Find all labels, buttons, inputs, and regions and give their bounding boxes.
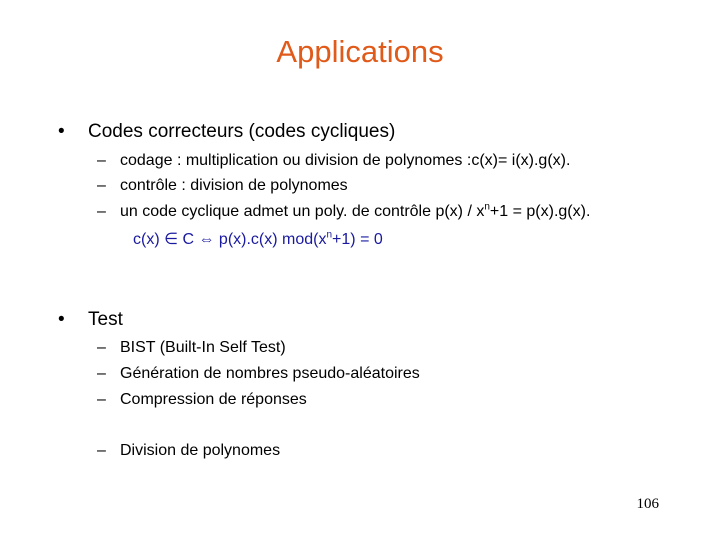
sub-item-division — [97, 442, 280, 460]
dash-marker: – — [97, 365, 106, 382]
sub-item-text: Division de polynomes — [120, 442, 281, 459]
sub-item-controle — [97, 177, 348, 195]
bullet-marker: • — [58, 309, 65, 330]
page-number: 106 — [636, 496, 659, 512]
sub-item-text: Compression de réponses — [120, 391, 307, 408]
dash-marker: – — [97, 442, 106, 459]
sub-item-codage — [97, 152, 570, 170]
sub-item-bist — [97, 339, 286, 357]
bullet-marker: • — [58, 121, 65, 142]
bullet-label: Codes correcteurs (codes cycliques) — [88, 121, 396, 142]
sub-item-text: contrôle : division de polynomes — [120, 177, 348, 194]
bullet-label: Test — [88, 309, 123, 330]
sub-item-text-before: un code cyclique admet un poly. de contrôle p(x) / x — [120, 203, 485, 220]
dash-marker: – — [97, 339, 106, 356]
sub-item-text: Génération de nombres pseudo-aléatoires — [120, 365, 420, 382]
sub-item-code-cyclique — [97, 203, 590, 221]
formula-after: +1) = 0 — [332, 231, 383, 248]
dash-marker: – — [97, 391, 106, 408]
sub-item-text: BIST (Built-In Self Test) — [120, 339, 286, 356]
sub-item-generation — [97, 365, 420, 383]
sub-item-text: codage : multiplication ou division de polynomes :c(x)= i(x).g(x). — [120, 152, 571, 169]
sub-item-text-after: +1 = p(x).g(x). — [489, 203, 591, 220]
formula-before: c(x) ∈ C ⇔ p(x).c(x) mod(x — [133, 231, 327, 248]
superscript-n: n — [326, 229, 333, 241]
dash-marker: – — [97, 177, 106, 194]
formula-line — [133, 229, 383, 249]
bullet-codes-correcteurs — [58, 121, 395, 143]
superscript-n: n — [484, 201, 490, 213]
slide-title: Applications — [276, 34, 444, 69]
bullet-test — [58, 309, 123, 331]
sub-item-compression — [97, 391, 307, 409]
dash-marker: – — [97, 203, 106, 220]
dash-marker: – — [97, 152, 106, 169]
